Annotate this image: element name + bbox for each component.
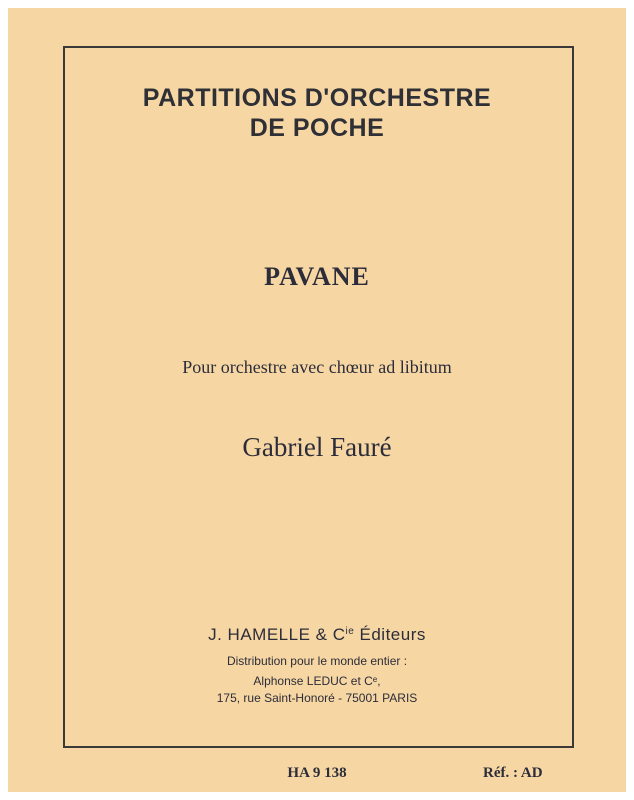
distributor-name: Alphonse LEDUC et Cᵉ, — [253, 674, 381, 688]
series-heading-line1: PARTITIONS D'ORCHESTRE — [142, 84, 492, 112]
work-subtitle: Pour orchestre avec chœur ad libitum — [182, 357, 452, 377]
distribution-line: Distribution pour le monde entier : — [226, 654, 408, 668]
publisher-name-suffix: Éditeurs — [354, 625, 426, 644]
series-heading-line2: DE POCHE — [249, 114, 385, 142]
catalog-ref: Réf. : AD — [483, 765, 543, 781]
composer-name: Gabriel Fauré — [242, 432, 392, 462]
publisher-name-sup: ie — [345, 626, 355, 637]
score-cover — [8, 8, 626, 792]
publisher-name — [8, 625, 626, 645]
publisher-name-prefix: J. HAMELLE & C — [208, 625, 346, 644]
work-title: PAVANE — [264, 262, 370, 291]
distributor-address: 175, rue Saint-Honoré - 75001 PARIS — [216, 691, 418, 705]
catalog-code: HA 9 138 — [287, 765, 347, 781]
